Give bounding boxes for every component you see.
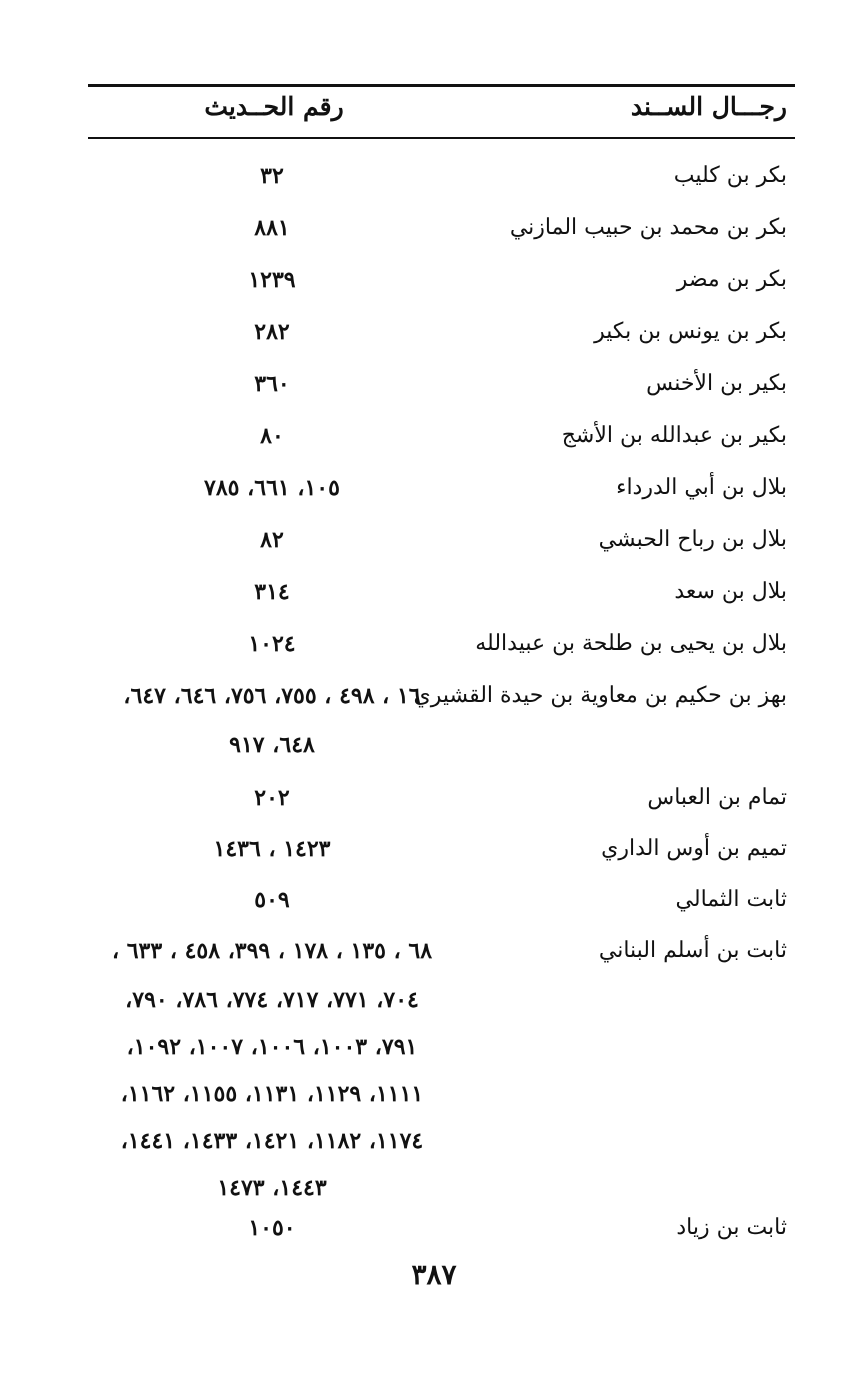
hadith-numbers — [92, 566, 452, 618]
hadith-numbers-line: ٣٦٠ — [254, 371, 290, 397]
narrator-name: بلال بن رباح الحبشي — [598, 527, 787, 552]
hadith-numbers — [92, 1202, 452, 1254]
narrator-name: بلال بن أبي الدرداء — [616, 475, 787, 500]
hadith-numbers-line: ٢٨٢ — [254, 319, 290, 345]
hadith-numbers — [92, 925, 452, 1212]
hadith-numbers — [92, 410, 452, 462]
hadith-numbers-line: ١٦ ، ٤٩٨ ، ٧٥٥، ٧٥٦، ٦٤٦، ٦٤٧، — [123, 683, 421, 709]
hadith-numbers-line: ٣١٤ — [254, 579, 290, 605]
narrator-name: بكير بن الأخنس — [646, 371, 787, 396]
narrator-name: بكر بن محمد بن حبيب المازني — [509, 215, 787, 240]
narrator-name: تمام بن العباس — [647, 785, 787, 810]
narrator-name: بكر بن يونس بن بكير — [594, 319, 787, 344]
hadith-numbers-line: ١١١١، ١١٢٩، ١١٣١، ١١٥٥، ١١٦٢، — [120, 1081, 424, 1107]
hadith-numbers — [92, 150, 452, 202]
narrator-name: بكير بن عبدالله بن الأشج — [561, 423, 787, 448]
hadith-numbers — [92, 254, 452, 306]
hadith-numbers — [92, 823, 452, 875]
hadith-numbers — [92, 462, 452, 514]
top-rule — [88, 84, 795, 87]
table-header — [88, 92, 795, 132]
hadith-numbers — [92, 358, 452, 410]
hadith-numbers — [92, 514, 452, 566]
hadith-numbers — [92, 772, 452, 824]
hadith-numbers-line: ٢٠٢ — [254, 785, 290, 811]
hadith-numbers-line: ٣٢ — [260, 163, 284, 189]
narrator-name: بهز بن حكيم بن معاوية بن حيدة القشيري — [413, 683, 787, 708]
hadith-numbers — [92, 306, 452, 358]
narrator-name: بلال بن سعد — [674, 579, 787, 604]
page-number: ٣٨٧ — [411, 1258, 457, 1291]
hadith-numbers — [92, 618, 452, 670]
narrator-name: بلال بن يحيى بن طلحة بن عبيدالله — [475, 631, 787, 656]
narrator-name: بكر بن كليب — [673, 163, 787, 188]
hadith-numbers-line: ٨٠ — [260, 423, 284, 449]
hadith-numbers — [92, 670, 452, 769]
hadith-numbers — [92, 874, 452, 926]
hadith-numbers — [92, 202, 452, 254]
hadith-numbers-line: ٧٠٤، ٧٧١، ٧١٧، ٧٧٤، ٧٨٦، ٧٩٠، — [125, 987, 419, 1013]
hadith-numbers-line: ١٤٤٣، ١٤٧٣ — [217, 1175, 327, 1201]
hadith-numbers-line: ٦٨ ، ١٣٥ ، ١٧٨ ، ٣٩٩، ٤٥٨ ، ٦٣٣ ، — [111, 938, 433, 964]
hadith-number-column-header: رقم الحــديث — [204, 92, 344, 121]
hadith-numbers-line: ٨٢ — [260, 527, 284, 553]
hadith-numbers-line: ١٠٢٤ — [248, 631, 296, 657]
narrator-name: بكر بن مضر — [676, 267, 787, 292]
hadith-numbers-line: ١٠٥٠ — [248, 1215, 296, 1241]
narrator-name: تميم بن أوس الداري — [601, 836, 787, 861]
hadith-numbers-line: ١١٧٤، ١١٨٢، ١٤٢١، ١٤٣٣، ١٤٤١، — [120, 1128, 424, 1154]
header-rule — [88, 137, 795, 139]
hadith-numbers-line: ١٤٢٣ ، ١٤٣٦ — [213, 836, 331, 862]
hadith-numbers-line: ١٠٥، ٦٦١، ٧٨٥ — [204, 475, 340, 501]
narrator-name: ثابت بن أسلم البناني — [598, 938, 787, 963]
hadith-numbers-line: ٥٠٩ — [254, 887, 290, 913]
hadith-numbers-line: ٦٤٨، ٩١٧ — [229, 732, 315, 758]
hadith-numbers-line: ٨٨١ — [254, 215, 290, 241]
hadith-numbers-line: ٧٩١، ١٠٠٣، ١٠٠٦، ١٠٠٧، ١٠٩٢، — [126, 1034, 418, 1060]
narrator-name: ثابت بن زياد — [676, 1215, 787, 1240]
narrators-column-header: رجـــال الســند — [630, 92, 787, 121]
hadith-numbers-line: ١٢٣٩ — [248, 267, 296, 293]
narrator-name: ثابت الثمالي — [675, 887, 787, 912]
